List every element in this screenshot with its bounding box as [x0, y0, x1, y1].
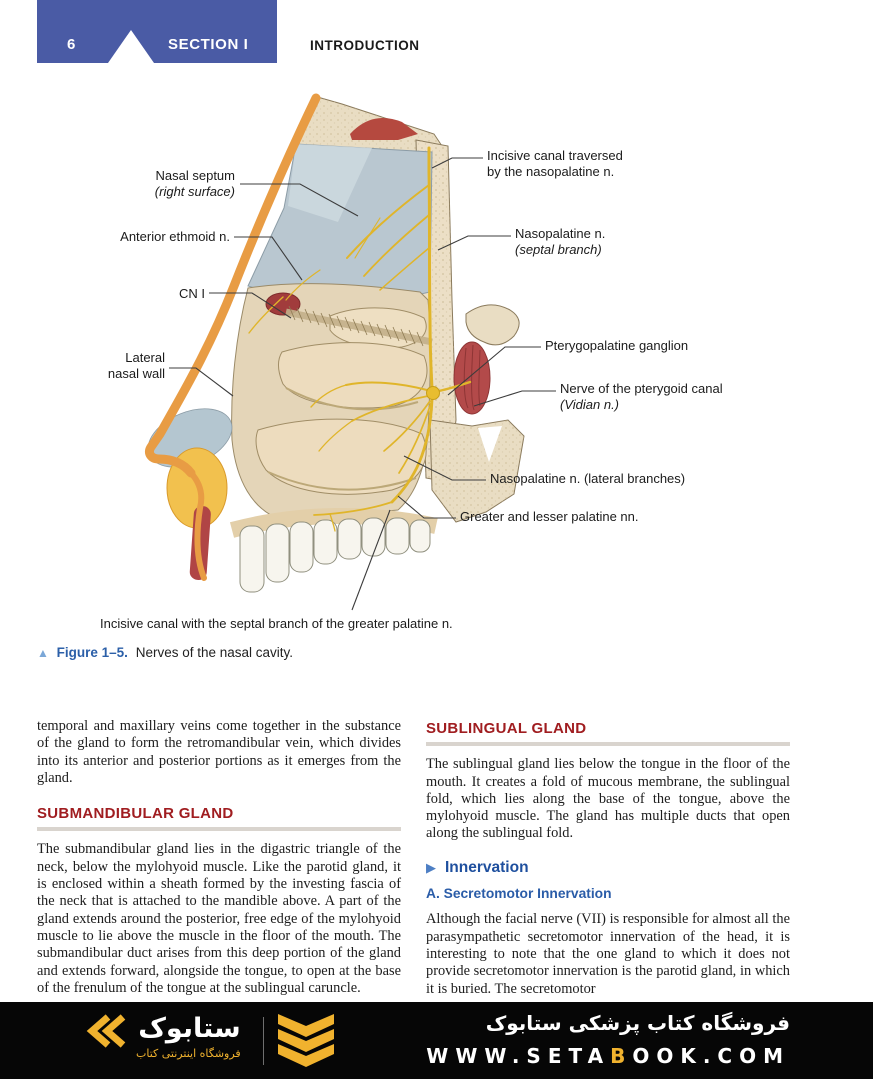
pterygopalatine-ganglion-shape	[427, 387, 440, 400]
label-incisive-top-line1: Incisive canal traversed	[487, 148, 623, 163]
label-lateral-nasal-wall	[108, 350, 165, 381]
figure-caption	[37, 645, 293, 660]
site-suffix: OOK.COM	[632, 1044, 790, 1068]
section-label: SECTION I	[168, 36, 249, 53]
label-nasopalatine-septal	[515, 226, 605, 257]
paragraph-submandibular: The submandibular gland lies in the digastric triangle of the neck, below the mylohyoid muscle. Like the parotid gland, it is enclosed within a sheath formed by the investing fascia of the neck that is attached to the mandible above. A part of the gland extends around the posterior, free edge of the mylohyoid muscle to lie above the muscle in the floor of the mouth. The submandibular duct arises from this deep portion of the gland and extends forward, alongside the tongue, to open at the base of the frenulum of the tongue at the sublingual caruncle.	[37, 841, 401, 996]
chapter-title: INTRODUCTION	[310, 38, 420, 53]
label-incisive-canal-top	[487, 148, 623, 179]
label-cn1	[179, 286, 205, 302]
site-accent: B	[610, 1044, 633, 1068]
label-incisive-top-line2: by the nasopalatine n.	[487, 163, 615, 179]
right-column	[426, 718, 790, 1010]
brand-chevrons-icon	[80, 1014, 126, 1048]
figure-1-5	[0, 90, 873, 638]
label-nasal-septum	[155, 168, 235, 199]
text-columns	[37, 718, 790, 1010]
label-palatine-text: Greater and lesser palatine nn.	[460, 509, 639, 524]
label-nasal-septum-line2: (right surface)	[154, 183, 235, 199]
caption-label: Figure 1–5.	[56, 645, 128, 660]
site-prefix: WWW.SETA	[426, 1044, 611, 1068]
label-ganglion-text: Pterygopalatine ganglion	[545, 338, 689, 353]
heading-sublingual-gland: SUBLINGUAL GLAND	[426, 720, 790, 746]
label-cn1-text: CN I	[179, 286, 205, 301]
footer-banner	[0, 1002, 873, 1079]
heading-innervation	[426, 859, 790, 877]
page-number: 6	[67, 36, 76, 53]
label-nasopalatine-lateral	[490, 471, 685, 487]
innervation-title: Innervation	[445, 858, 529, 876]
setabook-logo	[80, 1014, 241, 1060]
label-lateral-wall-line1: Lateral	[125, 350, 165, 365]
nasal-septum-shape	[248, 144, 432, 306]
label-incisive-bottom-text: Incisive canal with the septal branch of the greater palatine n.	[100, 616, 453, 631]
brand-text	[136, 1014, 241, 1060]
heading-secretomotor: A. Secretomotor Innervation	[426, 886, 612, 902]
left-column	[37, 718, 401, 1010]
label-naso-septal-line1: Nasopalatine n.	[515, 226, 606, 241]
label-anterior-ethmoid-text: Anterior ethmoid n.	[120, 229, 230, 244]
label-palatine-nerves	[460, 509, 639, 525]
paragraph-retromandibular: temporal and maxillary veins come together in the substance of the gland to form the retromandibular vein, which divides into its anterior and posterior portions as it emerges from the gland.	[37, 718, 401, 786]
paragraph-sublingual: The sublingual gland lies below the tongue in the floor of the mouth. It creates a fold of mucous membrane, the sublingual fold, which lies along the base of the tongue, above the mylohyoid muscle. The gland has multiple ducts that open along the sublingual fold.	[426, 756, 790, 842]
label-vidian-line2: (Vidian n.)	[560, 396, 620, 412]
label-nasal-septum-line1: Nasal septum	[155, 168, 235, 183]
section-banner	[37, 0, 277, 63]
caption-text: Nerves of the nasal cavity.	[135, 645, 294, 660]
label-vidian-nerve	[560, 381, 723, 412]
website-url	[426, 1044, 790, 1068]
brand-name: ستابوک	[138, 1013, 241, 1044]
caption-triangle-icon: ▲	[37, 646, 49, 660]
brand-tagline: فروشگاه اینترنتی کتاب	[136, 1047, 241, 1060]
label-naso-lateral-text: Nasopalatine n. (lateral branches)	[490, 471, 686, 486]
pennant-icon	[108, 30, 154, 63]
label-lateral-wall-line2: nasal wall	[107, 365, 165, 381]
innervation-triangle-icon: ▶	[426, 859, 436, 875]
label-pterygopalatine-ganglion	[545, 338, 688, 354]
label-vidian-line1: Nerve of the pterygoid canal	[560, 381, 723, 396]
store-title: فروشگاه کتاب پزشکی ستابوک	[485, 1011, 790, 1035]
heading-submandibular-gland: SUBMANDIBULAR GLAND	[37, 805, 401, 831]
label-naso-septal-line2: (septal branch)	[515, 241, 602, 257]
label-anterior-ethmoid	[120, 229, 230, 245]
paragraph-secretomotor: Although the facial nerve (VII) is responsible for almost all the parasympathetic secretomotor innervation of the head, it is interesting to note that the one gland to which it does not provide secretomotor innervation is the parotid gland, in which it is buried. The secretomotor	[426, 911, 790, 997]
footer-divider	[263, 1017, 264, 1065]
label-incisive-canal-bottom	[100, 616, 453, 632]
book-chevrons-icon	[277, 1014, 335, 1068]
sphenoid-hook-bone	[466, 305, 519, 345]
